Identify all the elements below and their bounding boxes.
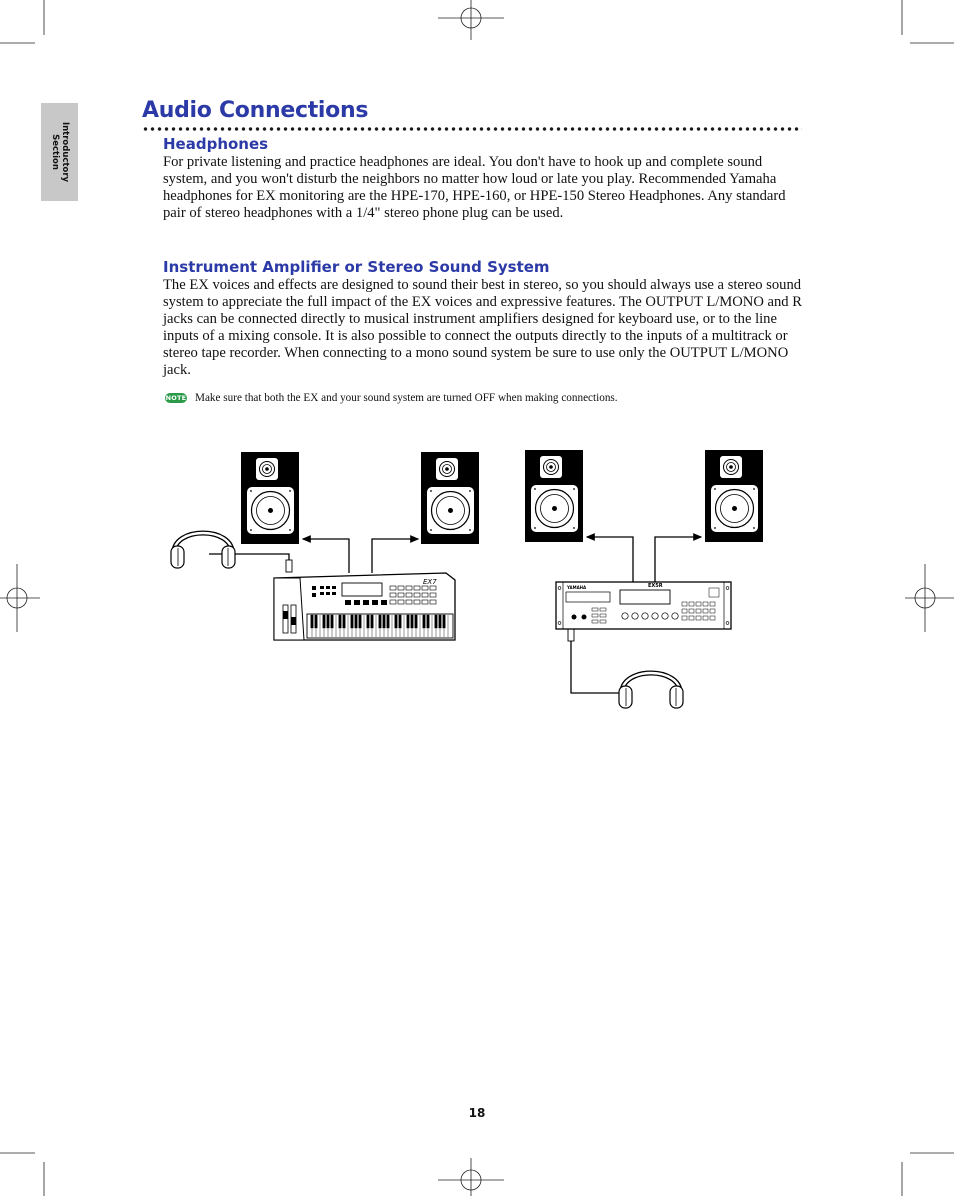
stereo-system-heading: Instrument Amplifier or Stereo Sound System [163, 258, 550, 276]
section-tab-line1: Introductory [59, 121, 70, 183]
page-number: 18 [468, 1106, 486, 1120]
module-brand: YAMAHA [567, 585, 587, 590]
ex5r-module [556, 582, 731, 629]
section-tab-line2: Section [49, 134, 60, 170]
stereo-system-paragraph: The EX voices and effects are designed to sound their best in stereo, so you should always use a stereo sound system to appreciate the full impact of the EX voices and expressive features. The OUTPUT L/MONO and R jacks can be connected directly to musical instrument amplifiers designed for keyboard use, or to the line inputs of a mixing console. It is also possible to connect the outputs directly to the inputs of a multitrack or stereo tape recorder. When connecting to a mono sound system be sure to use only the OUTPUT L/MONO jack. [163, 277, 802, 378]
right-speaker-keyboard [421, 452, 479, 544]
left-speaker-keyboard [241, 452, 299, 544]
left-speaker-module [525, 450, 583, 542]
note-text: Make sure that both the EX and your sound system are turned OFF when making connections. [195, 392, 618, 404]
ex5r-logo: EX5R [648, 583, 663, 589]
page-title: Audio Connections [142, 98, 369, 123]
note-icon: NOTE [165, 394, 187, 402]
right-speaker-module [705, 450, 763, 542]
ex7-logo: EX7 [423, 578, 437, 586]
headphones-paragraph: For private listening and practice headphones are ideal. You don't have to hook up and complete sound system, and you won't disturb the neighbors no matter how loud or late you play. Recommended Yamaha headphones for EX monitoring are the HPE-170, HPE-160, or HPE-150 Stereo Headphones. Any standard pair of stereo headphones with a 1/4" stereo phone plug can be used. [163, 154, 786, 221]
headphones-icon-module [619, 673, 683, 708]
headphones-heading: Headphones [163, 135, 269, 153]
headphones-icon-keyboard [171, 533, 235, 568]
ex7-keyboard [274, 573, 455, 640]
